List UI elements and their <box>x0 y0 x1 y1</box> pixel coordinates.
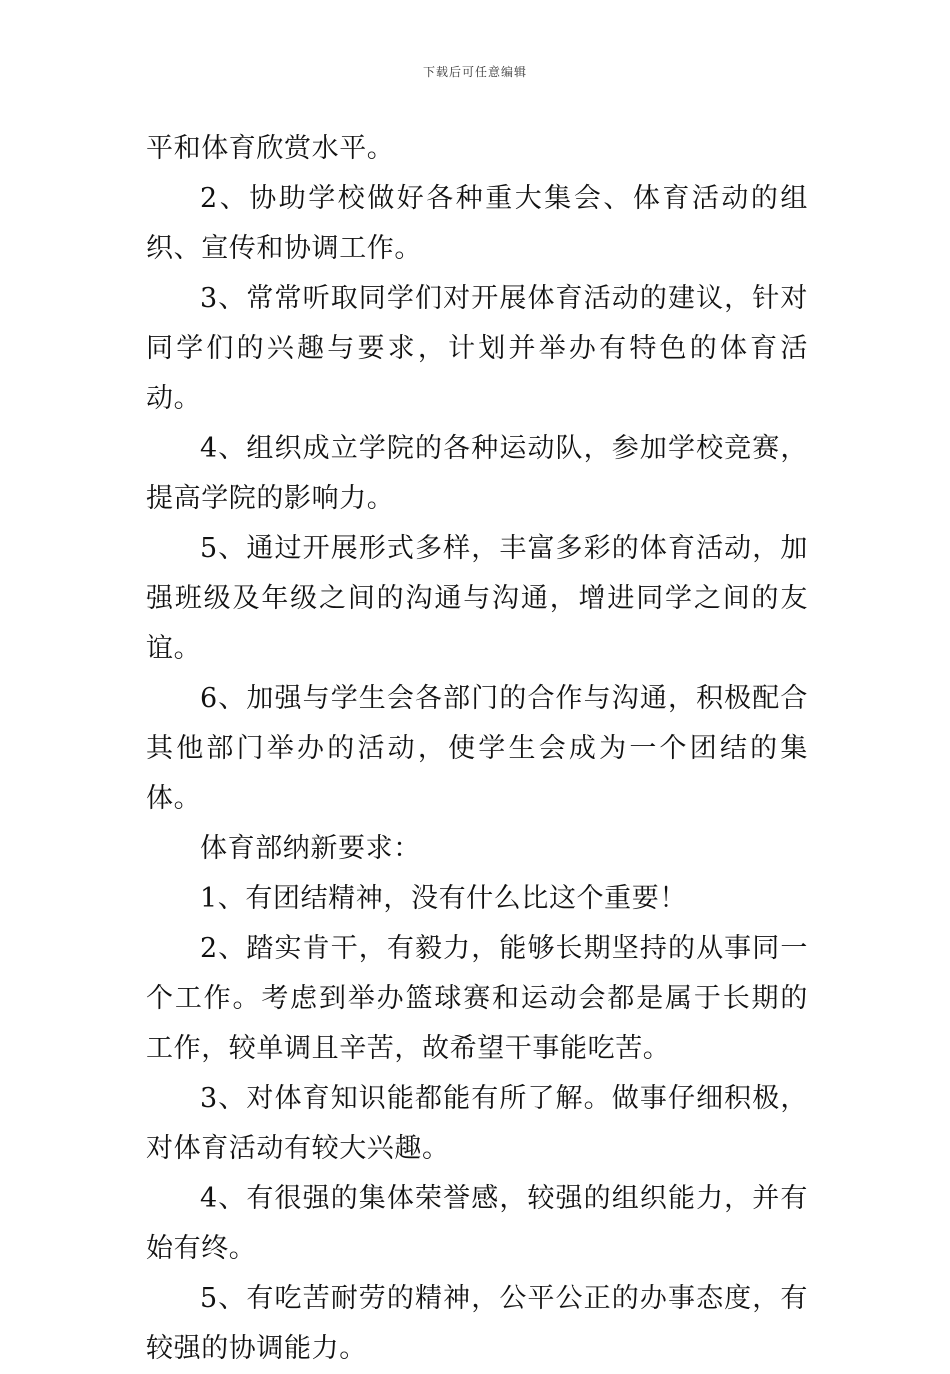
paragraph: 1、有团结精神，没有什么比这个重要！ <box>200 883 687 914</box>
paragraph: 4、有很强的集体荣誉感，较强的组织能力，并有始有终。 <box>146 1183 808 1264</box>
section-heading: 体育部纳新要求： <box>200 833 421 864</box>
paragraph: 3、对体育知识能都能有所了解。做事仔细积极，对体育活动有较大兴趣。 <box>146 1083 808 1164</box>
paragraph: 5、有吃苦耐劳的精神，公平公正的办事态度，有较强的协调能力。 <box>146 1283 808 1364</box>
paragraph: 3、常常听取同学们对开展体育活动的建议，针对同学们的兴趣与要求，计划并举办有特色的体育活动。 <box>146 283 808 414</box>
paragraph: 2、协助学校做好各种重大集会、体育活动的组织、宣传和协调工作。 <box>146 183 808 264</box>
paragraph: 5、通过开展形式多样，丰富多彩的体育活动，加强班级及年级之间的沟通与沟通，增进同学之间的友谊。 <box>146 533 808 664</box>
paragraph: 4、组织成立学院的各种运动队，参加学校竞赛，提高学院的影响力。 <box>146 433 808 514</box>
page-header: 下载后可任意编辑 <box>422 65 527 79</box>
paragraph: 6、加强与学生会各部门的合作与沟通，积极配合其他部门举办的活动，使学生会成为一个团结的集体。 <box>146 683 808 814</box>
paragraph: 2、踏实肯干，有毅力，能够长期坚持的从事同一个工作。考虑到举办篮球赛和运动会都是属于长期的工作，较单调且辛苦，故希望干事能吃苦。 <box>146 933 808 1064</box>
document-body <box>146 124 808 1374</box>
paragraph: 平和体育欣赏水平。 <box>146 133 395 164</box>
